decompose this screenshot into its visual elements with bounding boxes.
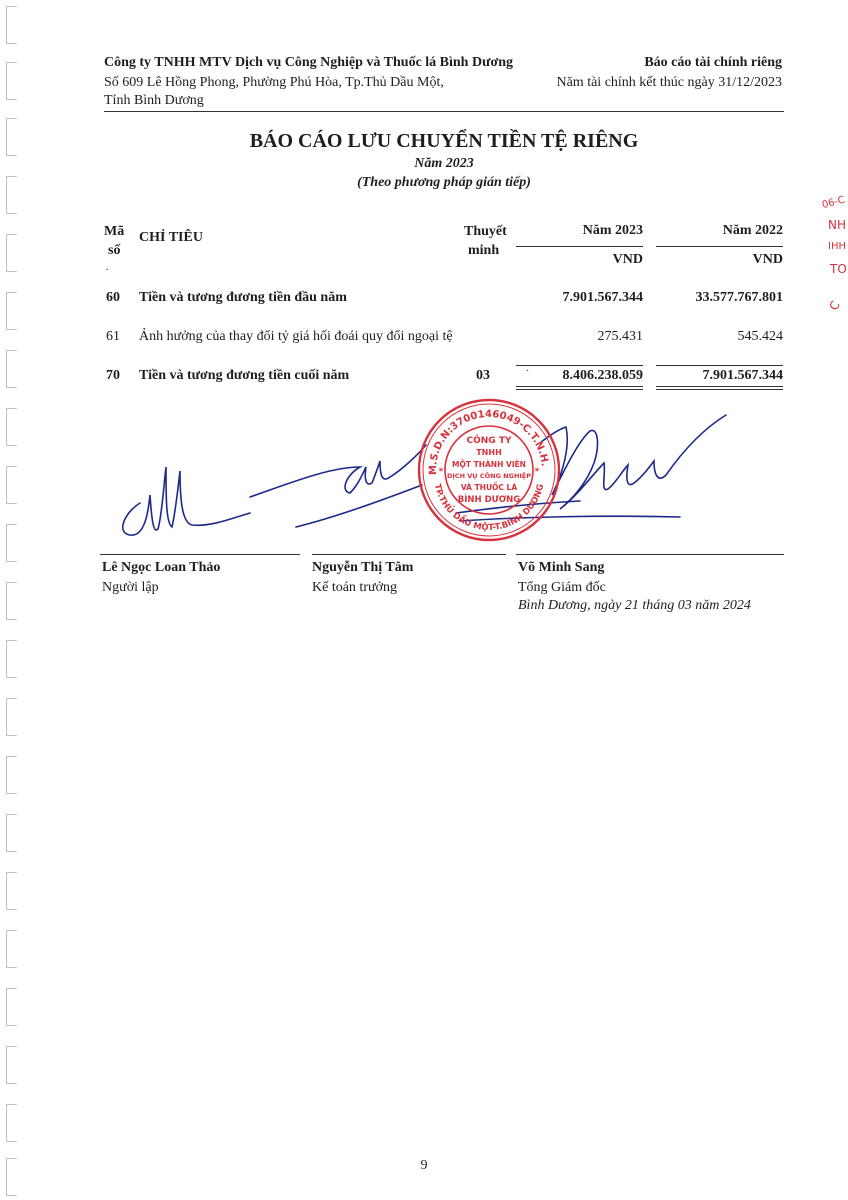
edge-mark: IHH <box>828 241 846 252</box>
binder-hole <box>6 292 17 330</box>
accountant-signature-stroke-1 <box>250 445 426 497</box>
director-signature-stroke-2 <box>540 415 726 509</box>
row-value-2023: 8.406.238.059 <box>562 368 643 383</box>
company-seal <box>414 395 564 545</box>
col-note-header-line1: Thuyết <box>464 224 507 239</box>
col-2023-header-rule <box>516 246 643 247</box>
binder-hole <box>6 582 17 620</box>
binder-hole <box>6 118 17 156</box>
double-rule-2023-a <box>516 386 643 387</box>
seal-bottom-ring-text: TP.THỦ DẦU MỘT-T.BÌNH DƯƠNG <box>431 483 547 534</box>
company-address-line2: Tỉnh Bình Dương <box>104 93 204 108</box>
row-item: Ảnh hưởng của thay đổi tỷ giá hối đoái quy đổi ngoại tệ <box>139 329 453 344</box>
seal-outer-ring-text: M.S.D.N:3700146049-C.T.N.H. <box>427 408 550 475</box>
signature-line-director <box>516 554 784 555</box>
report-year: Năm 2023 <box>414 156 474 171</box>
row-value-2022: 7.901.567.344 <box>702 368 783 383</box>
preparer-title: Người lập <box>102 580 159 595</box>
total-rule-2023 <box>516 365 643 366</box>
fiscal-year-end: Năm tài chính kết thúc ngày 31/12/2023 <box>556 75 782 90</box>
col-2022-header: Năm 2022 <box>722 223 783 238</box>
binder-hole <box>6 756 17 794</box>
col-code-header-line2: số <box>108 243 121 258</box>
row-item: Tiền và tương đương tiền cuối năm <box>139 368 350 383</box>
edge-mark: TO <box>830 262 847 276</box>
accountant-name: Nguyễn Thị Tâm <box>312 560 414 575</box>
seal-line2: TNHH <box>476 448 502 457</box>
place-date: Bình Dương, ngày 21 tháng 03 năm 2024 <box>518 598 751 613</box>
row-note: 03 <box>476 368 490 383</box>
unit-2023: VND <box>612 252 643 267</box>
binder-hole <box>6 1046 17 1084</box>
header-divider <box>104 111 784 112</box>
row-value-2022: 545.424 <box>737 329 783 344</box>
edge-mark: NH <box>828 218 846 232</box>
binder-hole <box>6 814 17 852</box>
binder-hole <box>6 524 17 562</box>
company-name: Công ty TNHH MTV Dịch vụ Công Nghiệp và Thuốc lá Bình Dương <box>104 55 514 70</box>
seal-star-right: * <box>534 467 540 477</box>
row-code: 60 <box>106 290 120 305</box>
binder-hole <box>6 466 17 504</box>
binder-hole <box>6 698 17 736</box>
col-2023-header: Năm 2023 <box>582 223 643 238</box>
preparer-name: Lê Ngọc Loan Thảo <box>102 560 221 575</box>
binder-hole <box>6 6 17 44</box>
report-type: Báo cáo tài chính riêng <box>644 55 782 70</box>
row-code: 70 <box>106 368 120 383</box>
binder-hole <box>6 234 17 272</box>
binder-hole <box>6 988 17 1026</box>
signature-line-accountant <box>312 554 506 555</box>
edge-mark: 06-C <box>820 194 847 212</box>
total-rule-2022 <box>656 365 783 366</box>
row-value-2023: 7.901.567.344 <box>562 290 643 305</box>
decor-dot: . <box>106 262 109 273</box>
binder-hole <box>6 1104 17 1142</box>
edge-mark: C <box>826 298 843 313</box>
seal-line4: DỊCH VỤ CÔNG NGHIỆP <box>446 472 532 480</box>
accountant-signature-stroke-2 <box>296 485 422 527</box>
seal-line5: VÀ THUỐC LÁ <box>460 483 518 492</box>
binder-hole <box>6 350 17 388</box>
double-rule-2023-b <box>516 389 643 390</box>
director-name: Võ Minh Sang <box>518 560 605 575</box>
seal-star-left: * <box>438 467 444 477</box>
col-2022-header-rule <box>656 246 783 247</box>
binder-hole <box>6 640 17 678</box>
page-number: 9 <box>420 1158 428 1173</box>
seal-line6: BÌNH DƯƠNG <box>457 495 521 505</box>
col-note-header-line2: minh <box>468 243 500 258</box>
binder-hole <box>6 930 17 968</box>
binder-hole <box>6 62 17 100</box>
company-address-line1: Số 609 Lê Hồng Phong, Phường Phú Hòa, Tp.Thủ Dầu Một, <box>104 75 444 90</box>
binder-hole <box>6 176 17 214</box>
unit-2022: VND <box>752 252 783 267</box>
row-code: 61 <box>106 329 120 344</box>
col-item-header: CHỈ TIÊU <box>139 230 203 245</box>
signature-line-preparer <box>100 554 300 555</box>
row-value-2022: 33.577.767.801 <box>695 290 783 305</box>
double-rule-2022-a <box>656 386 783 387</box>
binder-hole <box>6 408 17 446</box>
preparer-signature-stroke <box>123 467 250 535</box>
seal-graphic <box>414 395 564 545</box>
row-value-2023: 275.431 <box>597 329 643 344</box>
accountant-title: Kế toán trưởng <box>312 580 397 595</box>
edge-stamp-fragment <box>822 192 848 316</box>
row-item: Tiền và tương đương tiền đầu năm <box>139 290 347 305</box>
director-title: Tổng Giám đốc <box>518 580 606 595</box>
seal-line1: CÔNG TY <box>466 436 512 446</box>
double-rule-2022-b <box>656 389 783 390</box>
seal-line3: MỘT THÀNH VIÊN <box>452 460 526 469</box>
report-method: (Theo phương pháp gián tiếp) <box>357 175 531 190</box>
col-code-header-line1: Mã <box>104 224 125 239</box>
report-title: BÁO CÁO LƯU CHUYỂN TIỀN TỆ RIÊNG <box>249 130 639 152</box>
decor-dot: · <box>526 366 530 377</box>
binder-hole <box>6 872 17 910</box>
